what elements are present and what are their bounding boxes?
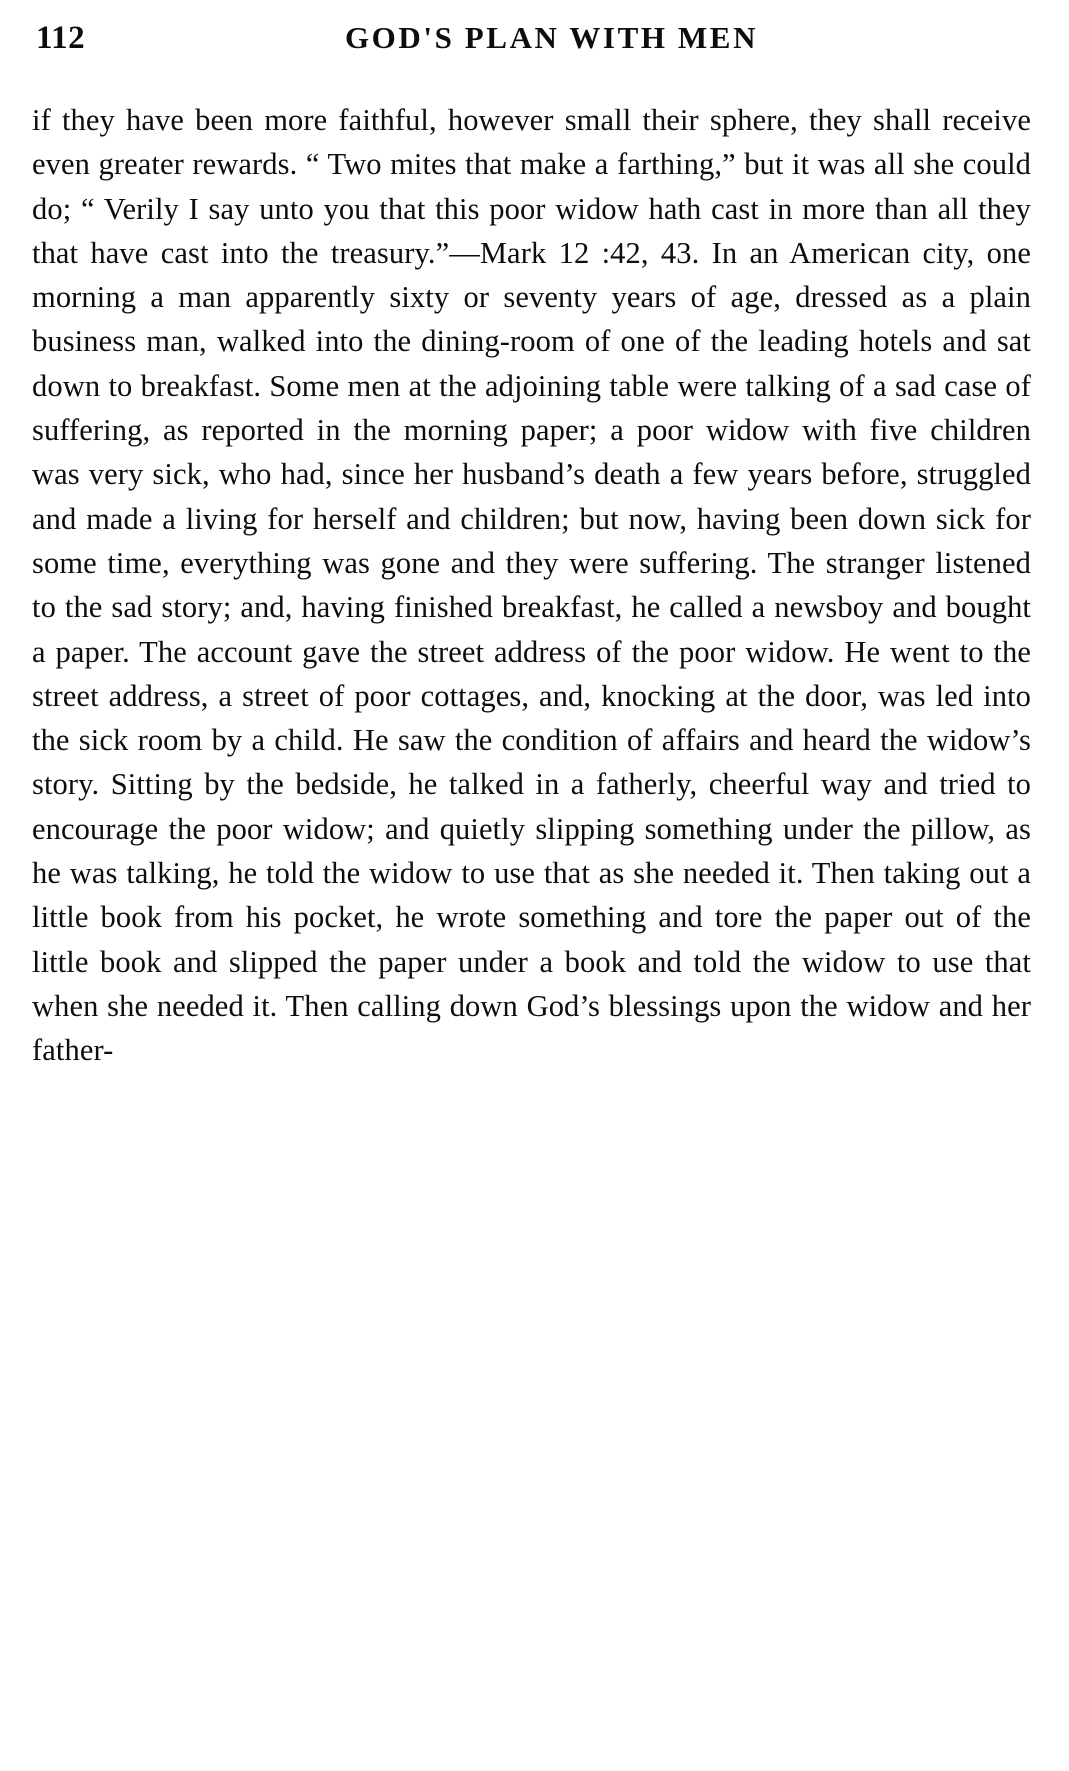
page-body-text (32, 98, 1031, 1073)
page-number: 112 (36, 20, 86, 56)
book-page (0, 22, 1069, 1771)
page-header (36, 22, 1027, 76)
body-paragraph: if they have been more faithful, however small their sphere, they shall receive even greater rewards. “ Two mites that make a farthing,” but it was all she could do; “ Verily I say unto you that this poor widow hath cast in more than all they that have cast into the treasury.”—Mark 12 :42, 43. In an American city, one morning a man apparently sixty or seventy years of age, dressed as a plain business man, walked into the dining-room of one of the leading hotels and sat down to breakfast. Some men at the adjoining table were talking of a sad case of suffering, as reported in the morning paper; a poor widow with five children was very sick, who had, since her husband’s death a few years before, struggled and made a living for herself and children; but now, having been down sick for some time, everything was gone and they were suffering. The stranger listened to the sad story; and, having finished breakfast, he called a newsboy and bought a paper. The account gave the street address of the poor widow. He went to the street address, a street of poor cottages, and, knocking at the door, was led into the sick room by a child. He saw the condition of affairs and heard the widow’s story. Sitting by the bedside, he talked in a fatherly, cheerful way and tried to encourage the poor widow; and quietly slipping something under the pillow, as he was talking, he told the widow to use that as she needed it. Then taking out a little book from his pocket, he wrote something and tore the paper out of the little book and slipped the paper under a book and told the widow to use that when she needed it. Then calling down God’s blessings upon the widow and her father- (32, 103, 1031, 1068)
running-head-title: GOD'S PLAN WITH MEN (344, 20, 759, 55)
